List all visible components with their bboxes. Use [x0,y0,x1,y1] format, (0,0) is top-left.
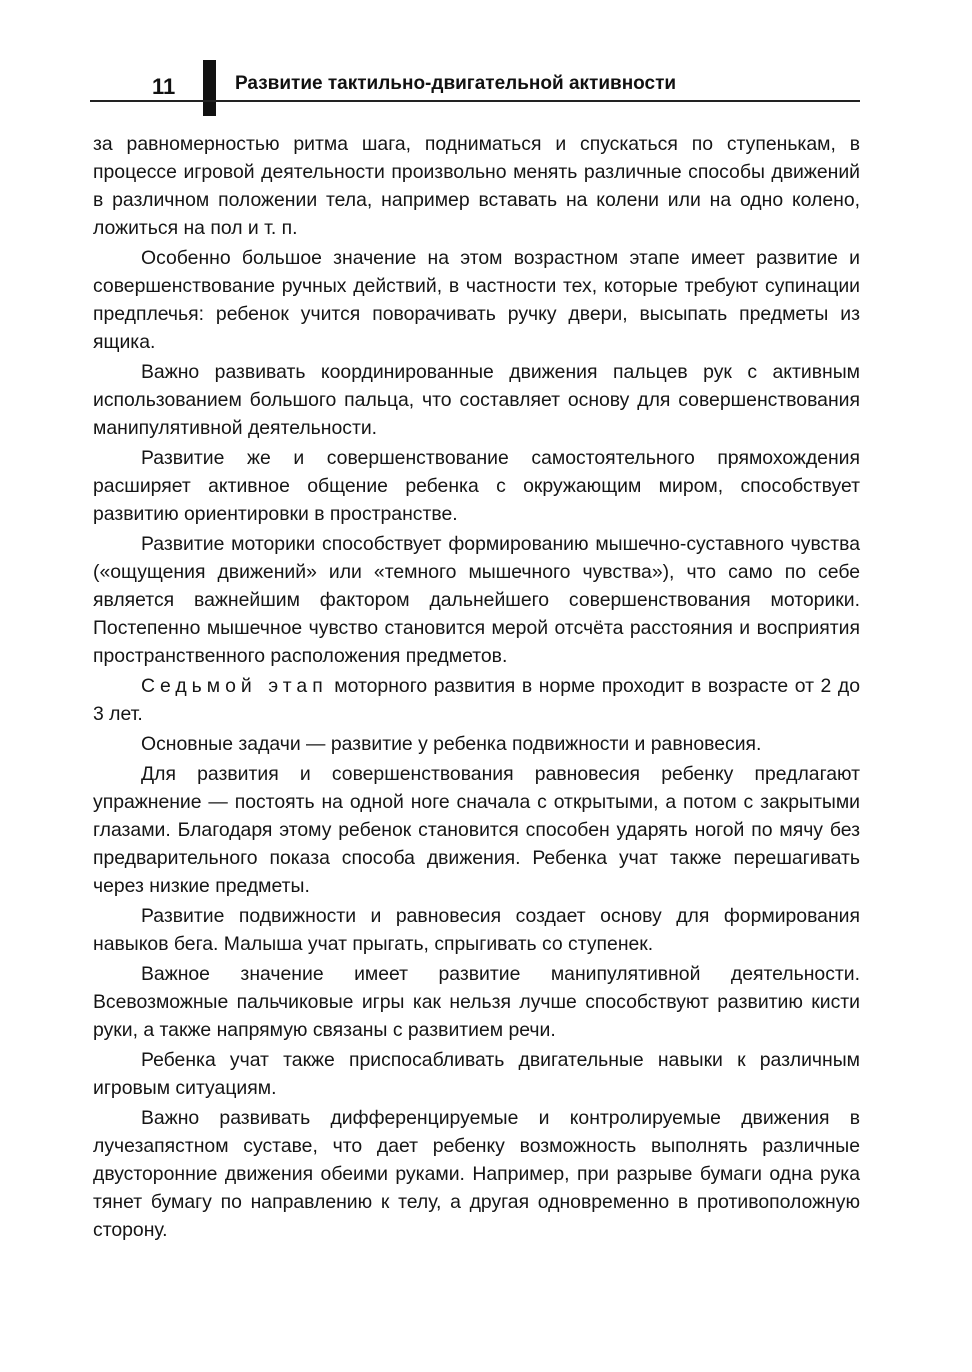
header-rule [90,100,860,102]
paragraph: Особенно большое значение на этом возрастном этапе имеет развитие и совершенствование ручных действий, в частности тех, которые требуют супинации предплечья: ребенок учится поворачивать ручку двери, высыпать предметы из ящика. [93,247,860,353]
paragraph: за равномерностью ритма шага, подниматься и спускаться по ступенькам, в процессе игровой деятельности произвольно менять различные способы движений в различном положении тела, например вставать на колени или на одно колено, ложиться на пол и т. п. [93,133,860,239]
body-text [93,130,860,1246]
header-divider-bar [203,60,216,116]
paragraph: Важно развивать дифференцируемые и контролируемые движения в лучезапястном суставе, что дает ребенку возможность выполнять различные двусторонние движения обеими руками. Например, при разрыве бумаги одна рука тянет бумагу по направлению к телу, а другая одновременно в противоположную сторону. [93,1107,860,1241]
page-header [90,60,860,104]
paragraph: Развитие моторики способствует формированию мышечно-суставного чувства («ощущения движений» или «темного мышечного чувства»), что само по себе является важнейшим фактором дальнейшего совершенствования моторики. Постепенно мышечное чувство становится мерой отсчёта расстояния и восприятия пространственного расположения предметов. [93,533,860,667]
paragraph: Важно развивать координированные движения пальцев рук с активным использованием большого пальца, что составляет основу для совершенствования манипулятивной деятельности. [93,361,860,439]
paragraph: Развитие подвижности и равновесия создает основу для формирования навыков бега. Малыша учат прыгать, спрыгивать со ступенек. [93,905,860,955]
running-title: Развитие тактильно-двигательной активности [235,73,677,94]
paragraph: Развитие же и совершенствование самостоятельного прямохождения расширяет активное общение ребенка с окружающим миром, способствует развитию ориентировки в пространстве. [93,447,860,525]
page-number: 11 [152,74,176,99]
stage-rest: моторного развития в норме проходит в возрасте от 2 до 3 лет. [93,675,860,725]
paragraph: Основные задачи — развитие у ребенка подвижности и равновесия. [141,733,762,755]
paragraph: Для развития и совершенствования равновесия ребенку предлагают упражнение — постоять на одной ноге сначала с открытыми, а потом с закрытыми глазами. Благодаря этому ребенок становится способен ударять ногой по мячу без предварительного показа способа движения. Ребенка учат также перешагивать через низкие предметы. [93,763,860,897]
paragraph: Ребенка учат также приспосабливать двигательные навыки к различным игровым ситуациям. [93,1049,860,1099]
paragraph: Важное значение имеет развитие манипулятивной деятельности. Всевозможные пальчиковые игры как нельзя лучше способствуют развитию кисти руки, а также напрямую связаны с развитием речи. [93,963,860,1041]
stage-lead: Седьмой этап [141,675,328,697]
stage-paragraph [93,672,860,728]
